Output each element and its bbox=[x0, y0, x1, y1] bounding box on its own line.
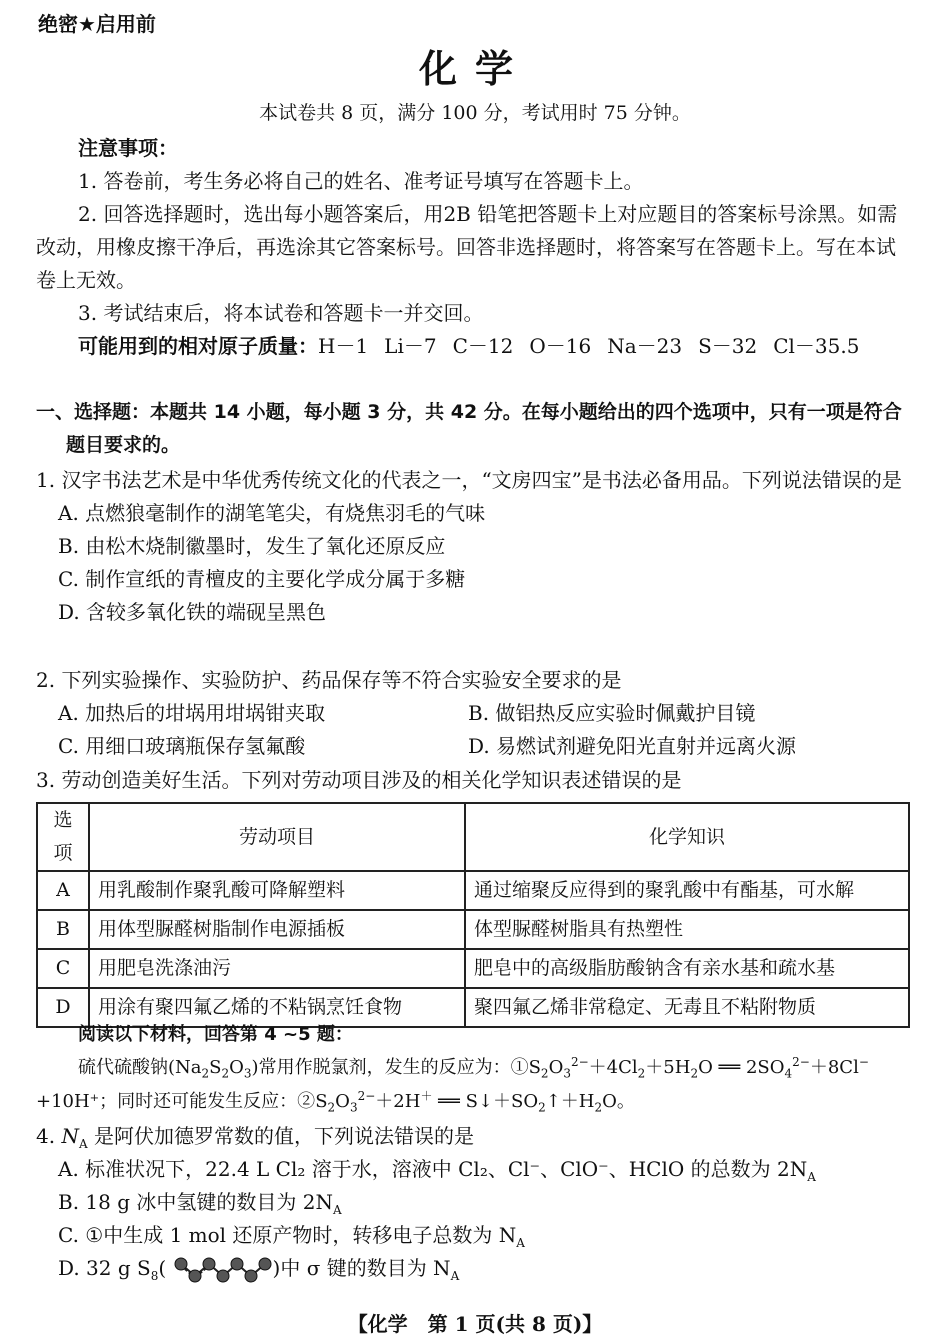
question-1 bbox=[36, 464, 912, 629]
table-row bbox=[37, 871, 909, 910]
table-header-option: 选项 bbox=[37, 803, 89, 871]
exam-info: 本试卷共 8 页，满分 100 分，考试用时 75 分钟。 bbox=[259, 102, 691, 124]
q2-option-a: A. 加热后的坩埚用坩埚钳夹取 bbox=[58, 701, 326, 725]
atomic-masses bbox=[36, 330, 912, 363]
s8-molecule-icon bbox=[173, 1256, 273, 1284]
material-text-1: 硫代硫酸钠( bbox=[78, 1057, 176, 1078]
q4-stem: 4. $N_A$ 是阿伏加德罗常数的值，下列说法错误的是 bbox=[36, 1124, 474, 1151]
q3-stem: 3. 劳动创造美好生活。下列对劳动项目涉及的相关化学知识表述错误的是 bbox=[36, 768, 682, 792]
question-2 bbox=[36, 664, 912, 763]
notice-item-1: 1. 答卷前，考生务必将自己的姓名、准考证号填写在答题卡上。 bbox=[78, 169, 644, 193]
table-cell: 肥皂中的高级脂肪酸钠含有亲水基和疏水基 bbox=[465, 949, 909, 988]
q4-option-d-prefix: D. 32 g S bbox=[58, 1256, 151, 1280]
q1-stem: 1. 汉字书法艺术是中华优秀传统文化的代表之一，“文房四宝”是书法必备用品。下列说法错误的是 bbox=[36, 468, 902, 492]
table-cell: 用肥皂洗涤油污 bbox=[89, 949, 465, 988]
table-cell: 通过缩聚反应得到的聚乳酸中有酯基，可水解 bbox=[465, 871, 909, 910]
mass-c: C－12 bbox=[452, 334, 514, 358]
question-3 bbox=[36, 764, 912, 797]
table-header-row bbox=[37, 803, 909, 871]
table-cell: B bbox=[37, 910, 89, 949]
question-4 bbox=[36, 1120, 912, 1285]
q1-option-a: A. 点燃狼毫制作的湖笔笔尖，有烧焦羽毛的气味 bbox=[58, 501, 486, 525]
table-row bbox=[37, 910, 909, 949]
notice-item-3: 3. 考试结束后，将本试卷和答题卡一并交回。 bbox=[78, 301, 484, 325]
table-cell: A bbox=[37, 871, 89, 910]
table-cell: 用乳酸制作聚乳酸可降解塑料 bbox=[89, 871, 465, 910]
mass-h: H－1 bbox=[318, 334, 369, 358]
notice-heading: 注意事项： bbox=[78, 136, 178, 160]
table-cell: D bbox=[37, 988, 89, 1027]
table-cell: 聚四氟乙烯非常稳定、无毒且不粘附物质 bbox=[465, 988, 909, 1027]
mass-cl: Cl－35.5 bbox=[773, 334, 860, 358]
q4-option-a-text: A. 标准状况下，22.4 L Cl₂ 溶于水，溶液中 Cl₂、Cl⁻、ClO⁻、HClO 的总数为 2N bbox=[58, 1157, 808, 1181]
q1-option-c: C. 制作宣纸的青檀皮的主要化学成分属于多糖 bbox=[58, 567, 466, 591]
mass-li: Li－7 bbox=[384, 334, 437, 358]
table-cell: 体型脲醛树脂具有热塑性 bbox=[465, 910, 909, 949]
q4-option-c: C. ①中生成 1 mol 还原产物时，转移电子总数为 $N_A$ bbox=[58, 1223, 525, 1250]
mass-na: Na－23 bbox=[607, 334, 683, 358]
table-header-labor: 劳动项目 bbox=[89, 803, 465, 871]
confidential-label: 绝密★启用前 bbox=[38, 12, 156, 36]
q4-option-d: D. 32 g $S_8$( )中 σ 键的数目为 $N_A$ bbox=[58, 1256, 460, 1283]
table-row bbox=[37, 949, 909, 988]
page-title: 化学 bbox=[418, 46, 531, 91]
table-cell: C bbox=[37, 949, 89, 988]
q4-option-c-text: C. ①中生成 1 mol 还原产物时，转移电子总数为 N bbox=[58, 1223, 517, 1247]
table-cell: 用体型脲醛树脂制作电源插板 bbox=[89, 910, 465, 949]
q1-option-b: B. 由松木烧制徽墨时，发生了氧化还原反应 bbox=[58, 534, 446, 558]
q2-option-c: C. 用细口玻璃瓶保存氢氟酸 bbox=[58, 734, 306, 758]
mass-s: S－32 bbox=[698, 334, 758, 358]
q4-option-d-suffix: )中 σ 键的数目为 N bbox=[272, 1256, 451, 1280]
q2-option-b: B. 做铝热反应实验时佩戴护目镜 bbox=[468, 701, 756, 725]
section-1-heading: 一、选择题：本题共 14 小题，每小题 3 分，共 42 分。在每小题给出的四个选项中，只有一项是符合题目要求的。 bbox=[36, 401, 902, 456]
q2-option-d: D. 易燃试剂避免阳光直射并远离火源 bbox=[468, 734, 797, 758]
table-cell: 用涂有聚四氟乙烯的不粘锅烹饪食物 bbox=[89, 988, 465, 1027]
atomic-masses-label: 可能用到的相对原子质量： bbox=[78, 334, 318, 358]
q2-options-row-2 bbox=[36, 730, 912, 763]
q4-option-b-text: B. 18 g 冰中氢键的数目为 2N bbox=[58, 1190, 333, 1214]
material-heading: 阅读以下材料，回答第 4 ~5 题： bbox=[78, 1024, 353, 1045]
mass-o: O－16 bbox=[529, 334, 592, 358]
notice-item-2: 2. 回答选择题时，选出每小题答案后，用2B 铅笔把答题卡上对应题目的答案标号涂黑。如需改动，用橡皮擦干净后，再选涂其它答案标号。回答非选择题时，将答案写在答题卡上。写在本试卷上无效。 bbox=[36, 202, 898, 292]
notice-section bbox=[36, 132, 912, 363]
q1-option-d: D. 含较多氧化铁的端砚呈黑色 bbox=[58, 600, 327, 624]
q4-option-b: B. 18 g 冰中氢键的数目为 $2N_A$ bbox=[58, 1190, 342, 1217]
material-text-2: )常用作脱氯剂，发生的反应为：① bbox=[251, 1057, 529, 1078]
table-header-knowledge: 化学知识 bbox=[465, 803, 909, 871]
material-paragraph: 硫代硫酸钠$(Na_2S_2O_3)$常用作脱氯剂，发生的反应为：$①S_2O_3^{2-}+4Cl_2+5H_2O$ ══ $2SO_4^{2-}+8Cl^-+10H^+$；同时还可能发生反应：$②S_2O_3^{2-}+2H^+$ ══ $S↓+SO_2↑+H_2O$。 bbox=[36, 1055, 869, 1115]
section-1 bbox=[36, 396, 912, 462]
q4-stem-text: 是阿伏加德罗常数的值，下列说法错误的是 bbox=[93, 1124, 474, 1148]
q2-stem: 2. 下列实验操作、实验防护、药品保存等不符合实验安全要求的是 bbox=[36, 668, 622, 692]
q4-option-a: A. 标准状况下，22.4 L Cl₂ 溶于水，溶液中 Cl₂、Cl⁻、ClO⁻、HClO 的总数为 $2N_A$ bbox=[58, 1157, 816, 1184]
page-footer: 【化学 第 1 页(共 8 页)】 bbox=[347, 1312, 603, 1336]
q3-table bbox=[36, 802, 910, 1028]
material-text-3: +10H⁺；同时还可能发生反应：② bbox=[36, 1091, 316, 1112]
q2-options-row-1 bbox=[36, 697, 912, 730]
reading-material bbox=[36, 1018, 912, 1119]
